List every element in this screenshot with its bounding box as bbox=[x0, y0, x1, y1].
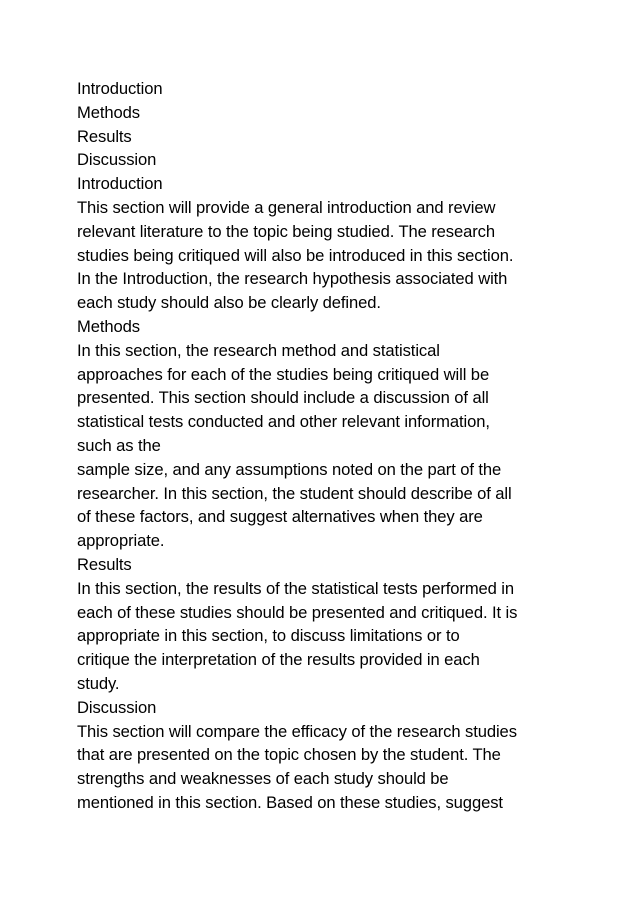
section-heading-discussion: Discussion bbox=[77, 697, 157, 717]
toc-introduction: Introduction bbox=[77, 79, 163, 98]
text-line: appropriate. bbox=[77, 531, 165, 551]
text-line: presented. This section should include a discussion of all bbox=[77, 388, 489, 408]
toc-methods: Methods bbox=[77, 102, 140, 122]
text-line: that are presented on the topic chosen by the student. The bbox=[77, 745, 501, 765]
text-line: relevant literature to the topic being studied. The research bbox=[77, 221, 496, 241]
text-line: critique the interpretation of the results provided in each bbox=[77, 650, 480, 670]
text-line: strengths and weaknesses of each study should be bbox=[77, 769, 449, 789]
text-line: mentioned in this section. Based on these studies, suggest bbox=[77, 792, 503, 812]
text-line: In this section, the results of the statistical tests performed in bbox=[77, 578, 515, 598]
document-body bbox=[77, 77, 587, 815]
text-line: studies being critiqued will also be introduced in this section. bbox=[77, 245, 514, 265]
text-line: appropriate in this section, to discuss limitations or to bbox=[77, 626, 460, 646]
toc-discussion: Discussion bbox=[77, 150, 157, 170]
toc-results: Results bbox=[77, 126, 132, 146]
text-line: study. bbox=[77, 673, 120, 693]
text-line: This section will provide a general introduction and review bbox=[77, 197, 496, 217]
text-line: This section will compare the efficacy of the research studies bbox=[77, 721, 517, 741]
section-heading-methods: Methods bbox=[77, 316, 140, 336]
text-line: In the Introduction, the research hypothesis associated with bbox=[77, 269, 508, 289]
text-line: researcher. In this section, the student should describe of all bbox=[77, 483, 512, 503]
section-heading-introduction: Introduction bbox=[77, 174, 163, 194]
text-line: approaches for each of the studies being critiqued will be bbox=[77, 364, 490, 384]
text-line: In this section, the research method and statistical bbox=[77, 340, 440, 360]
text-line: each of these studies should be presented and critiqued. It is bbox=[77, 602, 518, 622]
text-line: of these factors, and suggest alternatives when they are bbox=[77, 507, 483, 527]
section-heading-results: Results bbox=[77, 554, 132, 574]
text-line: sample size, and any assumptions noted on the part of the bbox=[77, 459, 502, 479]
text-line: such as the bbox=[77, 435, 161, 455]
text-line: each study should also be clearly defined. bbox=[77, 293, 381, 313]
text-line: statistical tests conducted and other relevant information, bbox=[77, 412, 490, 432]
